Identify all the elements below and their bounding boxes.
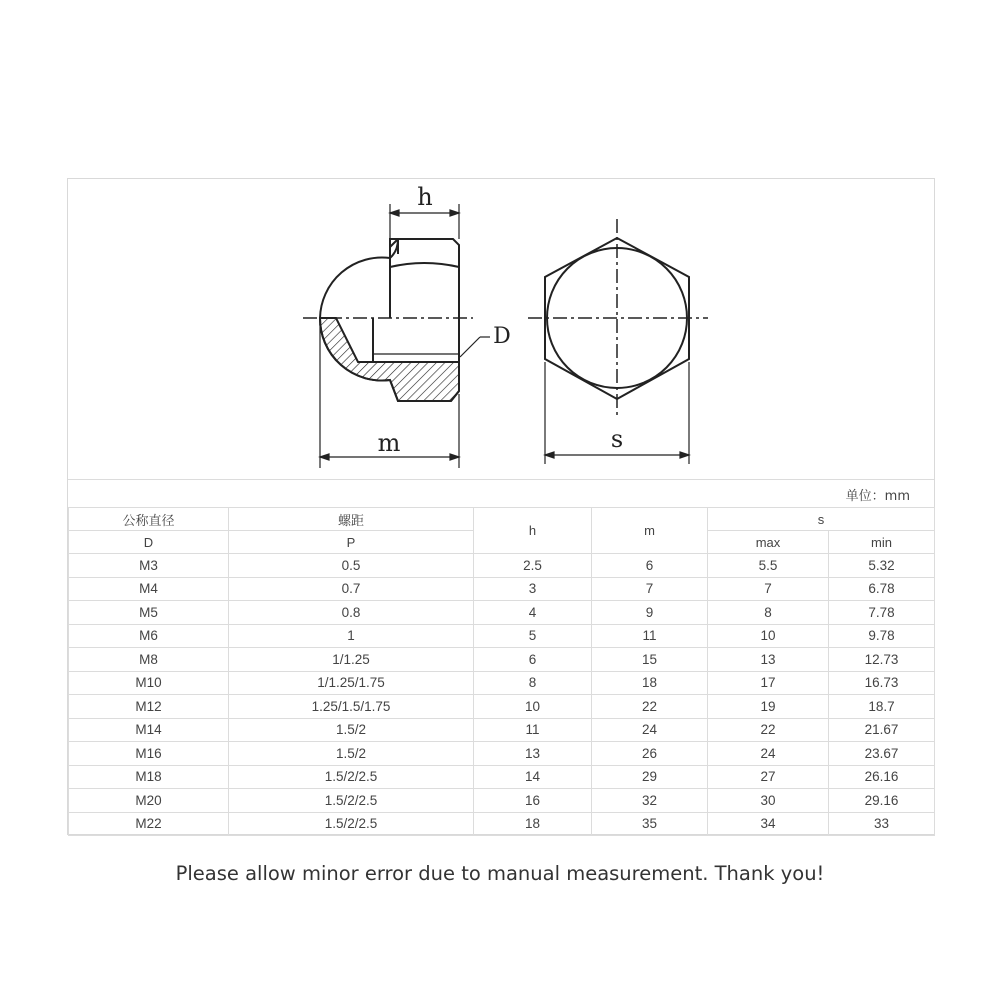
cell-D: M20	[69, 789, 229, 813]
cell-D: M12	[69, 695, 229, 719]
cell-m: 26	[592, 742, 708, 766]
label-s: s	[610, 425, 624, 453]
cell-P: 1.25/1.5/1.75	[229, 695, 474, 719]
header-D-cn: 公称直径	[69, 508, 229, 531]
cell-s-max: 17	[708, 671, 829, 695]
table-row	[69, 765, 935, 789]
header-P-cn: 螺距	[229, 508, 474, 531]
header-m: m	[592, 508, 708, 554]
table-row	[69, 671, 935, 695]
cell-s-min: 6.78	[829, 577, 935, 601]
cell-D: M16	[69, 742, 229, 766]
table-row	[69, 577, 935, 601]
table-row	[69, 695, 935, 719]
footer-note: Please allow minor error due to manual measurement. Thank you!	[175, 862, 825, 885]
cell-m: 24	[592, 718, 708, 742]
header-s: s	[708, 508, 935, 531]
header-D: D	[69, 531, 229, 554]
cell-s-min: 21.67	[829, 718, 935, 742]
section-hatch	[320, 318, 459, 401]
spec-table-body	[69, 554, 935, 836]
table-row	[69, 554, 935, 578]
cell-s-min: 16.73	[829, 671, 935, 695]
label-D: D	[493, 324, 511, 349]
cell-P: 1/1.25	[229, 648, 474, 672]
cell-s-min: 7.78	[829, 601, 935, 625]
cell-s-max: 13	[708, 648, 829, 672]
cell-m: 18	[592, 671, 708, 695]
cell-h: 13	[474, 742, 592, 766]
cell-D: M22	[69, 812, 229, 836]
D-leader	[460, 337, 490, 357]
cell-D: M6	[69, 624, 229, 648]
cell-P: 0.5	[229, 554, 474, 578]
cell-D: M5	[69, 601, 229, 625]
cell-P: 1.5/2/2.5	[229, 789, 474, 813]
cell-h: 3	[474, 577, 592, 601]
table-row	[69, 742, 935, 766]
cell-s-max: 24	[708, 742, 829, 766]
cell-m: 32	[592, 789, 708, 813]
cell-s-max: 10	[708, 624, 829, 648]
cell-P: 1.5/2	[229, 742, 474, 766]
cell-s-min: 5.32	[829, 554, 935, 578]
cell-h: 5	[474, 624, 592, 648]
cell-s-min: 18.7	[829, 695, 935, 719]
header-h: h	[474, 508, 592, 554]
spec-sheet	[67, 178, 935, 835]
cell-m: 6	[592, 554, 708, 578]
cell-m: 22	[592, 695, 708, 719]
table-row	[69, 812, 935, 836]
cell-s-max: 34	[708, 812, 829, 836]
cell-D: M3	[69, 554, 229, 578]
unit-row	[68, 479, 934, 508]
cell-s-max: 22	[708, 718, 829, 742]
cell-P: 0.8	[229, 601, 474, 625]
cell-s-max: 7	[708, 577, 829, 601]
cell-m: 29	[592, 765, 708, 789]
cell-D: M8	[69, 648, 229, 672]
cell-P: 1.5/2/2.5	[229, 812, 474, 836]
cell-m: 9	[592, 601, 708, 625]
cell-D: M14	[69, 718, 229, 742]
label-m: m	[377, 429, 401, 457]
cell-s-max: 30	[708, 789, 829, 813]
cell-m: 11	[592, 624, 708, 648]
cell-h: 18	[474, 812, 592, 836]
label-h: h	[417, 183, 433, 211]
header-P: P	[229, 531, 474, 554]
table-row	[69, 648, 935, 672]
cell-h: 6	[474, 648, 592, 672]
cell-s-max: 5.5	[708, 554, 829, 578]
cell-h: 11	[474, 718, 592, 742]
cell-h: 2.5	[474, 554, 592, 578]
cap-nut-drawing	[68, 179, 936, 479]
cell-s-min: 12.73	[829, 648, 935, 672]
cell-h: 14	[474, 765, 592, 789]
table-row	[69, 624, 935, 648]
header-s-max: max	[708, 531, 829, 554]
header-s-min: min	[829, 531, 935, 554]
cell-s-min: 23.67	[829, 742, 935, 766]
cell-s-max: 19	[708, 695, 829, 719]
cell-P: 0.7	[229, 577, 474, 601]
table-row	[69, 789, 935, 813]
cell-D: M18	[69, 765, 229, 789]
unit-label: 单位：mm	[845, 489, 910, 504]
cell-h: 10	[474, 695, 592, 719]
cell-m: 7	[592, 577, 708, 601]
cell-P: 1.5/2	[229, 718, 474, 742]
cell-s-min: 9.78	[829, 624, 935, 648]
cell-D: M4	[69, 577, 229, 601]
cell-s-max: 8	[708, 601, 829, 625]
table-row	[69, 718, 935, 742]
cell-P: 1	[229, 624, 474, 648]
cell-h: 4	[474, 601, 592, 625]
cell-m: 35	[592, 812, 708, 836]
cell-h: 16	[474, 789, 592, 813]
cell-s-min: 29.16	[829, 789, 935, 813]
cell-m: 15	[592, 648, 708, 672]
cell-P: 1.5/2/2.5	[229, 765, 474, 789]
cell-s-min: 26.16	[829, 765, 935, 789]
cell-P: 1/1.25/1.75	[229, 671, 474, 695]
cell-s-min: 33	[829, 812, 935, 836]
spec-table	[68, 507, 935, 836]
cell-D: M10	[69, 671, 229, 695]
cell-h: 8	[474, 671, 592, 695]
table-row	[69, 601, 935, 625]
cell-s-max: 27	[708, 765, 829, 789]
